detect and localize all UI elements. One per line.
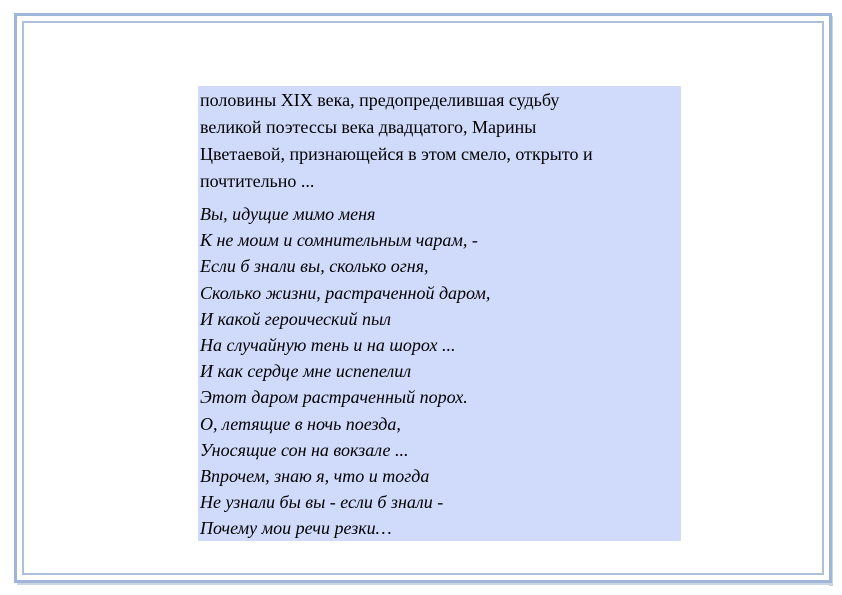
poem-line: Уносящие сон на вокзале ... [200,439,409,460]
poem-line: На случайную тень и на шорох ... [200,334,456,355]
poem-line: Не узнали бы вы - если б знали - [200,492,444,513]
poem-line: И как сердце мне испепелил [200,361,412,382]
poem-line: Сколько жизни, растраченной даром, [200,282,491,303]
poem-stanza [200,201,679,541]
poem-line: Вы, идущие мимо меня [200,204,376,224]
text-box[interactable] [198,86,681,541]
poem-line: Впрочем, знаю я, что и тогда [200,465,430,486]
intro-line: Цветаевой, признающейся в этом смело, открыто и [200,144,593,164]
intro-line: половины XIX века, предопределившая судьбу [200,90,560,110]
intro-paragraph [200,86,679,195]
poem-line: Почему мои речи резки… [200,518,392,539]
poem-line: К не моим и сомнительным чарам, - [200,230,478,251]
intro-line: почтительно ... [200,171,315,191]
poem-line: Этот даром растраченный порох. [200,387,468,408]
poem-line: И какой героический пыл [200,308,392,329]
poem-line: О, летящие в ночь поезда, [200,413,401,434]
poem-line: Если б знали вы, сколько огня, [200,256,429,277]
intro-line: великой поэтессы века двадцатого, Марины [200,117,537,137]
